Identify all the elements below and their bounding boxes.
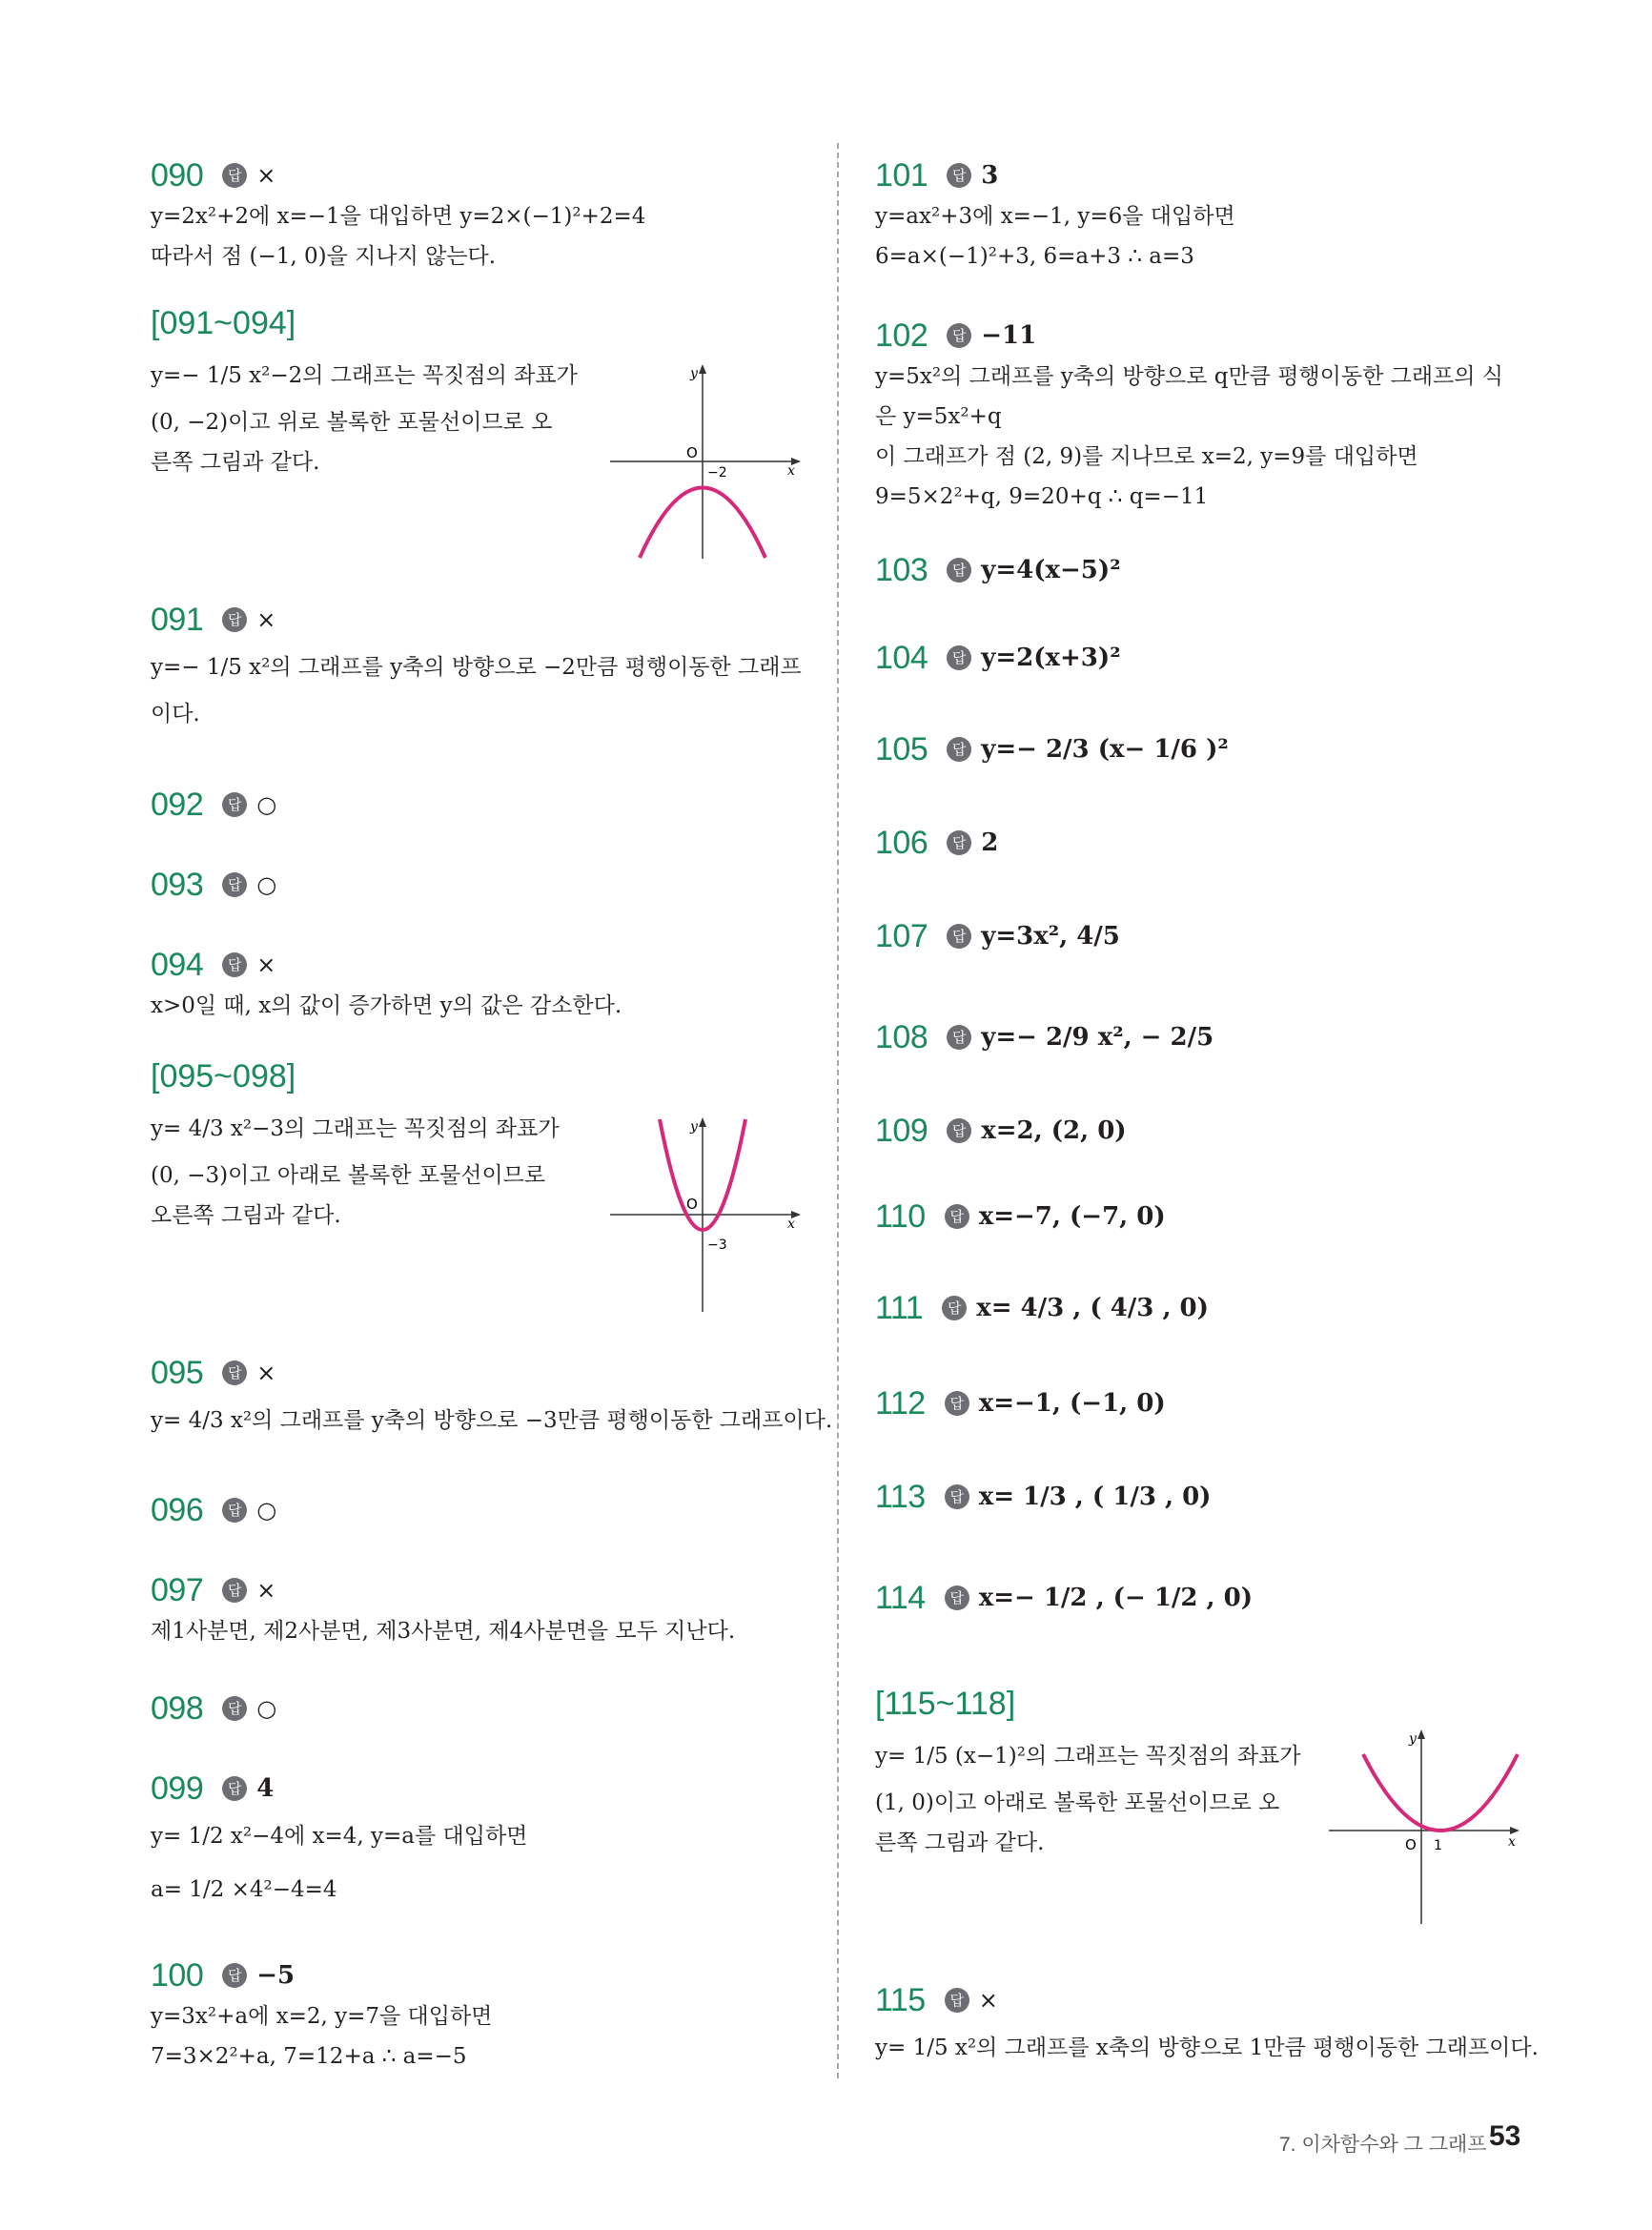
- solution-line: y= 4/3 x²의 그래프를 y축의 방향으로 −3만큼 평행이동한 그래프이다.: [151, 1408, 833, 1433]
- solution-line: y=− 1/5 x²의 그래프를 y축의 방향으로 −2만큼 평행이동한 그래프: [151, 655, 802, 680]
- answer-badge-icon: 답: [222, 1578, 247, 1603]
- solution-line: 6=a×(−1)²+3, 6=a+3 ∴ a=3: [875, 244, 1194, 269]
- answer-badge-icon: 답: [947, 1118, 971, 1143]
- answer-value: ○: [256, 1695, 277, 1722]
- graph-vertex-label: 1: [1434, 1838, 1442, 1853]
- problem-block: [875, 549, 1542, 591]
- problem-header: [151, 1688, 808, 1729]
- section-range-heading: [091~094]: [151, 305, 296, 341]
- problem-header: [875, 1110, 1542, 1152]
- answer-badge-icon: 답: [945, 1988, 969, 2013]
- problem-header: [151, 1768, 808, 1810]
- problem-header: [875, 728, 1542, 770]
- problem-header: [875, 637, 1542, 679]
- column-divider: [837, 143, 839, 2078]
- problem-number: 105: [875, 730, 928, 767]
- problem-block: [151, 1489, 808, 1531]
- graph-origin-label: O: [686, 1196, 698, 1213]
- problem-block: [151, 1352, 833, 1447]
- problem-block: [875, 822, 1542, 864]
- problem-number: 113: [875, 1478, 926, 1515]
- problem-header: [875, 315, 1542, 357]
- problem-header: [875, 1979, 1542, 2021]
- answer-value: y=4(x−5)²: [981, 556, 1121, 584]
- problem-block: [875, 1979, 1542, 2075]
- page-number: 53: [1489, 2120, 1521, 2152]
- answer-value: ○: [256, 871, 277, 898]
- problem-number: 112: [875, 1384, 926, 1422]
- answer-value: x= 4/3 , ( 4/3 , 0): [976, 1294, 1209, 1322]
- solution-line: (1, 0)이고 아래로 볼록한 포물선이므로 오: [875, 1790, 1280, 1815]
- answer-value: x=−7, (−7, 0): [978, 1202, 1166, 1231]
- problem-number: 109: [875, 1112, 928, 1149]
- problem-block: [151, 944, 808, 1026]
- answer-badge-icon: 답: [947, 163, 971, 188]
- answer-value: y=− 2/9 x², − 2/5: [981, 1023, 1214, 1052]
- problem-header: [875, 154, 1542, 196]
- answer-badge-icon: 답: [222, 163, 247, 188]
- solution-line: 은 y=5x²+q: [875, 404, 1002, 429]
- problem-number: 098: [151, 1689, 204, 1727]
- graph-x-label: x: [787, 1217, 795, 1232]
- solution-line: 따라서 점 (−1, 0)을 지나지 않는다.: [151, 244, 497, 269]
- answer-value: ×: [256, 606, 276, 633]
- graph-095-098: [606, 1115, 806, 1316]
- problem-header: [151, 1489, 808, 1531]
- graph-vertex-label: −2: [707, 465, 727, 481]
- answer-badge-icon: 답: [222, 872, 247, 897]
- problem-block: [875, 637, 1542, 679]
- answer-badge-icon: 답: [222, 952, 247, 977]
- solution-line: 9=5×2²+q, 9=20+q ∴ q=−11: [875, 484, 1209, 509]
- graph-115-118: [1325, 1728, 1525, 1928]
- problem-number: 100: [151, 1956, 204, 1994]
- answer-badge-icon: 답: [945, 1204, 969, 1229]
- graph-x-label: x: [787, 463, 795, 479]
- problem-header: [875, 1287, 1542, 1329]
- answer-badge-icon: 답: [947, 1025, 971, 1050]
- problem-block: [875, 1110, 1542, 1152]
- problem-block: [875, 315, 1542, 517]
- answer-value: x= 1/3 , ( 1/3 , 0): [978, 1483, 1212, 1511]
- solution-line: (0, −3)이고 아래로 볼록한 포물선이므로: [151, 1163, 546, 1188]
- answer-value: 3: [981, 161, 999, 190]
- problem-block: [151, 1569, 808, 1651]
- chapter-title: 7. 이차함수와 그 그래프: [1279, 2134, 1487, 2156]
- problem-header: [151, 599, 808, 641]
- answer-value: ○: [256, 791, 277, 818]
- answer-value: ×: [256, 162, 276, 189]
- problem-number: 094: [151, 946, 204, 983]
- answer-badge-icon: 답: [947, 645, 971, 670]
- graph-origin-label: O: [686, 444, 698, 461]
- answer-value: y=2(x+3)²: [981, 644, 1121, 672]
- problem-block: [151, 1688, 808, 1729]
- solution-line: (0, −2)이고 위로 볼록한 포물선이므로 오: [151, 410, 553, 435]
- problem-header: [875, 1382, 1542, 1424]
- problem-header: [875, 549, 1542, 591]
- solution-line: 른쪽 그림과 같다.: [875, 1831, 1045, 1855]
- answer-value: ○: [256, 1497, 277, 1524]
- answer-badge-icon: 답: [947, 323, 971, 348]
- answer-value: ×: [978, 1987, 998, 2014]
- problem-block: [151, 154, 808, 276]
- answer-value: x=−1, (−1, 0): [978, 1389, 1166, 1418]
- problem-number: 104: [875, 639, 928, 676]
- answer-value: y=3x², 4/5: [981, 922, 1120, 951]
- problem-number: 114: [875, 1579, 926, 1616]
- problem-block: [875, 1476, 1542, 1518]
- problem-header: [151, 784, 808, 826]
- answer-value: y=− 2/3 (x− 1/6 )²: [981, 735, 1229, 764]
- answer-badge-icon: 답: [222, 792, 247, 817]
- answer-value: −11: [981, 321, 1037, 350]
- problem-header: [875, 822, 1542, 864]
- section-range-heading: [115~118]: [875, 1686, 1016, 1722]
- problem-block: [875, 1196, 1542, 1238]
- problem-number: 102: [875, 317, 928, 354]
- problem-block: [875, 1016, 1542, 1058]
- answer-value: ×: [256, 951, 276, 978]
- solution-line: y= 4/3 x²−3의 그래프는 꼭짓점의 좌표가: [151, 1116, 560, 1141]
- problem-block: [875, 1382, 1542, 1424]
- problem-number: 096: [151, 1491, 204, 1528]
- problem-header: [875, 915, 1542, 957]
- problem-number: 107: [875, 917, 928, 954]
- solution-line: 른쪽 그림과 같다.: [151, 450, 320, 475]
- problem-block: [151, 1768, 808, 1916]
- answer-badge-icon: 답: [222, 1963, 247, 1988]
- problem-header: [151, 944, 808, 986]
- problem-header: [875, 1016, 1542, 1058]
- problem-number: 090: [151, 156, 204, 194]
- problem-block: [151, 864, 808, 906]
- problem-number: 111: [875, 1289, 924, 1326]
- graph-y-label: y: [690, 366, 698, 381]
- problem-number: 106: [875, 824, 928, 861]
- solution-line: y=2x²+2에 x=−1을 대입하면 y=2×(−1)²+2=4: [151, 204, 646, 229]
- problem-number: 095: [151, 1354, 204, 1391]
- problem-number: 101: [875, 156, 928, 194]
- solution-line: 7=3×2²+a, 7=12+a ∴ a=−5: [151, 2044, 467, 2069]
- answer-badge-icon: 답: [222, 1498, 247, 1523]
- solution-line: 제1사분면, 제2사분면, 제3사분면, 제4사분면을 모두 지난다.: [151, 1619, 736, 1644]
- graph-x-label: x: [1508, 1834, 1516, 1850]
- answer-badge-icon: 답: [942, 1296, 967, 1320]
- answer-value: x=− 1/2 , (− 1/2 , 0): [978, 1584, 1254, 1612]
- solution-line: y=ax²+3에 x=−1, y=6을 대입하면: [875, 204, 1235, 229]
- problem-block: [151, 599, 808, 734]
- answer-badge-icon: 답: [945, 1586, 969, 1610]
- solution-line: y=3x²+a에 x=2, y=7을 대입하면: [151, 2004, 493, 2029]
- answer-badge-icon: 답: [945, 1484, 969, 1509]
- section-range-heading: [095~098]: [151, 1058, 296, 1095]
- solution-line: y= 1/5 x²의 그래프를 x축의 방향으로 1만큼 평행이동한 그래프이다.: [875, 2036, 1539, 2060]
- problem-header: [151, 1352, 808, 1394]
- solution-line: a= 1/2 ×4²−4=4: [151, 1877, 337, 1902]
- graph-y-label: y: [690, 1119, 698, 1135]
- answer-badge-icon: 답: [222, 1361, 247, 1385]
- problem-header: [151, 154, 808, 196]
- problem-number: 092: [151, 786, 204, 823]
- problem-block: [875, 915, 1542, 957]
- solution-line: y= 1/5 (x−1)²의 그래프는 꼭짓점의 좌표가: [875, 1744, 1301, 1769]
- problem-block: [875, 728, 1542, 770]
- problem-block: [875, 1577, 1542, 1619]
- problem-block: [875, 154, 1542, 276]
- graph-origin-label: O: [1405, 1836, 1417, 1853]
- problem-number: 110: [875, 1197, 926, 1235]
- answer-badge-icon: 답: [222, 1696, 247, 1721]
- problem-block: [151, 784, 808, 826]
- solution-line: 이 그래프가 점 (2, 9)를 지나므로 x=2, y=9를 대입하면: [875, 444, 1418, 469]
- problem-header: [875, 1577, 1542, 1619]
- solution-line: y=− 1/5 x²−2의 그래프는 꼭짓점의 좌표가: [151, 363, 578, 388]
- problem-number: 093: [151, 866, 204, 903]
- problem-number: 108: [875, 1018, 928, 1055]
- answer-badge-icon: 답: [947, 830, 971, 855]
- answer-badge-icon: 답: [947, 924, 971, 949]
- answer-badge-icon: 답: [222, 607, 247, 632]
- problem-header: [151, 1569, 808, 1611]
- problem-number: 097: [151, 1571, 204, 1608]
- answer-value: 2: [981, 829, 999, 857]
- problem-number: 091: [151, 601, 204, 638]
- problem-number: 115: [875, 1981, 926, 2018]
- solution-line: 이다.: [151, 702, 200, 726]
- answer-value: x=2, (2, 0): [981, 1116, 1127, 1145]
- problem-number: 103: [875, 551, 928, 588]
- graph-091-094: [606, 362, 806, 563]
- answer-value: 4: [256, 1774, 275, 1803]
- problem-header: [151, 864, 808, 906]
- solution-line: y=5x²의 그래프를 y축의 방향으로 q만큼 평행이동한 그래프의 식: [875, 364, 1503, 389]
- answer-value: ×: [256, 1360, 276, 1386]
- graph-vertex-label: −3: [707, 1238, 727, 1253]
- answer-badge-icon: 답: [947, 737, 971, 762]
- solution-line: y= 1/2 x²−4에 x=4, y=a를 대입하면: [151, 1824, 528, 1849]
- problem-header: [875, 1476, 1542, 1518]
- problem-block: [151, 1954, 808, 2077]
- answer-badge-icon: 답: [947, 558, 971, 583]
- solution-line: 오른쪽 그림과 같다.: [151, 1203, 341, 1228]
- answer-value: ×: [256, 1577, 276, 1604]
- graph-y-label: y: [1409, 1731, 1417, 1747]
- solution-line: x>0일 때, x의 값이 증가하면 y의 값은 감소한다.: [151, 993, 622, 1018]
- answer-value: −5: [256, 1961, 296, 1990]
- problem-header: [875, 1196, 1542, 1238]
- problem-header: [151, 1954, 808, 1996]
- problem-number: 099: [151, 1770, 204, 1807]
- problem-block: [875, 1287, 1542, 1329]
- answer-badge-icon: 답: [945, 1391, 969, 1416]
- answer-badge-icon: 답: [222, 1776, 247, 1801]
